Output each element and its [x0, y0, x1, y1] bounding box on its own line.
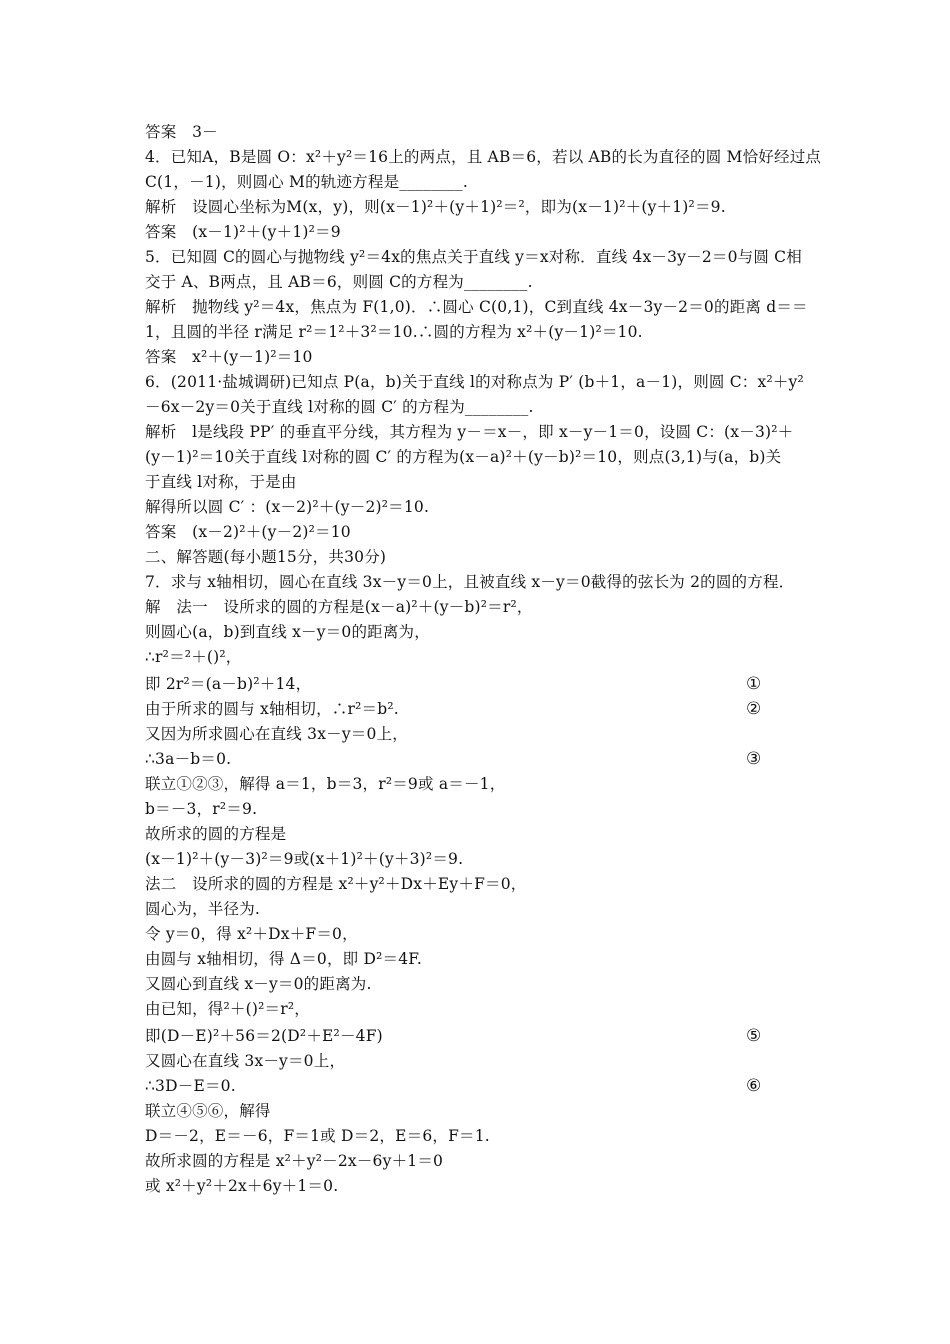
text-line: 解析 设圆心坐标为M(x，y)，则(x－1)²＋(y＋1)²＝²，即为(x－1)²＋(y＋1)²＝9. — [145, 198, 726, 216]
text-line: 法二 设所求的圆的方程是 x²＋y²＋Dx＋Ey＋F＝0， — [145, 875, 527, 893]
text-line: 则圆心(a，b)到直线 x－y＝0的距离为， — [145, 623, 430, 641]
text-line: 1，且圆的半径 r满足 r²＝1²＋3²＝10.∴圆的方程为 x²＋(y－1)²＝10. — [145, 323, 643, 341]
text-line: 5．已知圆 C的圆心与抛物线 y²＝4x的焦点关于直线 y＝x对称．直线 4x－3y－2＝0与圆 C相 — [145, 248, 802, 266]
text-line: 4．已知A，B是圆 O：x²＋y²＝16上的两点，且 AB＝6，若以 AB的长为直径的圆 M恰好经过点 — [145, 148, 822, 166]
equation-marker: ⑤ — [746, 1026, 762, 1046]
text-line: 答案 3－ — [145, 123, 218, 141]
text-line: 即(D－E)²＋56＝2(D²＋E²－4F) — [145, 1027, 383, 1045]
text-line: 由已知，得²＋()²＝r²， — [145, 1000, 310, 1018]
text-line: 于直线 l对称，于是由 — [145, 473, 297, 491]
text-line: 又圆心在直线 3x－y＝0上， — [145, 1052, 346, 1070]
text-line: 又因为所求圆心在直线 3x－y＝0上， — [145, 725, 408, 743]
text-line: 联立①②③，解得 a＝1，b＝3，r²＝9或 a＝－1， — [145, 775, 506, 793]
text-line: 答案 x²＋(y－1)²＝10 — [145, 348, 313, 366]
text-line: ∴r²＝²＋()²， — [145, 648, 242, 666]
text-line: 或 x²＋y²＋2x＋6y＋1＝0. — [145, 1177, 339, 1195]
text-line: 联立④⑤⑥，解得 — [145, 1102, 271, 1120]
text-line: 答案 (x－2)²＋(y－2)²＝10 — [145, 523, 351, 541]
text-line: ∴3a－b＝0. — [145, 750, 232, 768]
text-line: －6x－2y＝0关于直线 l对称的圆 C′ 的方程为________. — [145, 398, 534, 416]
text-line: 交于 A、B两点，且 AB＝6，则圆 C的方程为________. — [145, 273, 533, 291]
text-line: 故所求的圆的方程是 — [145, 825, 287, 843]
text-line: 令 y＝0，得 x²＋Dx＋F＝0， — [145, 925, 358, 943]
text-line: C(1，－1)，则圆心 M的轨迹方程是________. — [145, 173, 469, 191]
text-line: b＝－3，r²＝9. — [145, 800, 258, 818]
text-line: (y－1)²＝10关于直线 l对称的圆 C′ 的方程为(x－a)²＋(y－b)²＝10，则点(3,1)与(a，b)关 — [145, 448, 782, 466]
equation-marker: ② — [746, 699, 762, 719]
equation-marker: ① — [746, 674, 762, 694]
text-line: D＝－2，E＝－6，F＝1或 D＝2，E＝6，F＝1. — [145, 1127, 490, 1145]
text-line: (x－1)²＋(y－3)²＝9或(x＋1)²＋(y＋3)²＝9. — [145, 850, 464, 868]
text-line: 故所求圆的方程是 x²＋y²－2x－6y＋1＝0 — [145, 1152, 444, 1170]
equation-marker: ③ — [746, 749, 762, 769]
text-line: 答案 (x－1)²＋(y＋1)²＝9 — [145, 223, 341, 241]
text-line: 解析 l是线段 PP′ 的垂直平分线，其方程为 y－＝x－，即 x－y－1＝0，设圆 C：(x－3)²＋ — [145, 423, 794, 441]
text-line: 又圆心到直线 x－y＝0的距离为. — [145, 975, 372, 993]
equation-marker: ⑥ — [746, 1076, 762, 1096]
text-line: 圆心为，半径为. — [145, 900, 261, 918]
text-line: 7．求与 x轴相切，圆心在直线 3x－y＝0上，且被直线 x－y＝0截得的弦长为 2的圆的方程． — [145, 573, 795, 591]
text-line: 解得所以圆 C′ ：(x－2)²＋(y－2)²＝10. — [145, 498, 430, 516]
section-heading: 二、解答题(每小题15分，共30分) — [145, 548, 387, 566]
text-line: ∴3D－E＝0. — [145, 1077, 236, 1095]
text-line: 6．(2011·盐城调研)已知点 P(a，b)关于直线 l的对称点为 P′ (b＋1，a－1)，则圆 C：x²＋y² — [145, 373, 804, 391]
text-line: 解析 抛物线 y²＝4x，焦点为 F(1,0)．∴圆心 C(0,1)，C到直线 4x－3y－2＝0的距离 d＝＝ — [145, 298, 808, 316]
text-line: 由于所求的圆与 x轴相切，∴r²＝b². — [145, 700, 399, 718]
text-line: 即 2r²＝(a－b)²＋14， — [145, 675, 312, 693]
text-line: 由圆与 x轴相切，得 Δ＝0，即 D²＝4F. — [145, 950, 422, 968]
text-line: 解 法一 设所求的圆的方程是(x－a)²＋(y－b)²＝r²， — [145, 598, 533, 616]
